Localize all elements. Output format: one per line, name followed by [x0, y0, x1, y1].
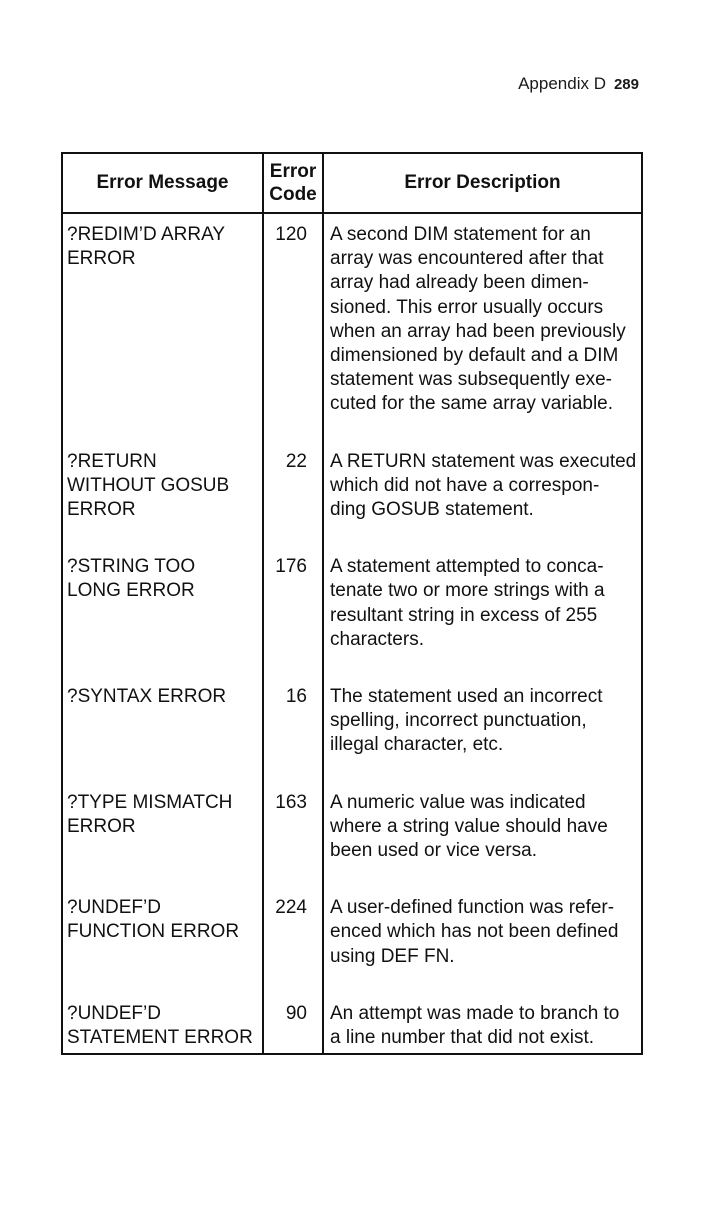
error-description-line: cuted for the same array variable. — [330, 393, 614, 415]
error-description-line: dimensioned by default and a DIM — [330, 345, 619, 367]
error-code: 22 — [285, 450, 307, 472]
column-header-description: Error Description — [323, 153, 642, 213]
error-message-line: ?RETURN — [67, 450, 157, 472]
error-message-cell — [62, 676, 263, 782]
error-message-line: ?UNDEF’D — [67, 897, 161, 919]
column-header-code-line-2: Code — [269, 184, 317, 205]
error-code-cell — [263, 887, 323, 993]
error-message-line: ERROR — [67, 248, 136, 270]
error-code-cell — [263, 213, 323, 441]
error-code-cell — [263, 441, 323, 547]
error-description-line: An attempt was made to branch to — [330, 1002, 620, 1024]
error-table-header — [62, 153, 642, 213]
error-message-cell — [62, 993, 263, 1054]
error-code: 163 — [275, 791, 307, 813]
error-message-cell — [62, 782, 263, 888]
error-message-cell — [62, 441, 263, 547]
error-code-cell — [263, 546, 323, 676]
error-message-line: ?UNDEF’D — [67, 1002, 161, 1024]
error-message-line: WITHOUT GOSUB — [67, 474, 230, 496]
error-description-cell — [323, 993, 642, 1054]
error-row — [62, 213, 642, 441]
error-description-cell — [323, 676, 642, 782]
error-table — [61, 152, 643, 1055]
error-description-line: sioned. This error usually occurs — [330, 296, 604, 318]
error-description-cell — [323, 441, 642, 547]
error-message-line: ?SYNTAX ERROR — [67, 686, 227, 708]
error-description-cell — [323, 887, 642, 993]
error-description-line: The statement used an incorrect — [330, 686, 603, 708]
error-code-cell — [263, 782, 323, 888]
section-title: Appendix D — [518, 74, 606, 93]
error-code-cell — [263, 993, 323, 1054]
error-row — [62, 441, 642, 547]
error-description-line: resultant string in excess of 255 — [330, 604, 598, 626]
error-description-line: which did not have a correspon- — [330, 474, 600, 496]
error-description-cell — [323, 213, 642, 441]
error-description-line: array had already been dimen- — [330, 272, 589, 294]
error-row — [62, 887, 642, 993]
error-description-line: enced which has not been defined — [330, 921, 619, 943]
error-row — [62, 782, 642, 888]
error-description-line: a line number that did not exist. — [330, 1027, 595, 1049]
error-message-line: ERROR — [67, 815, 136, 837]
error-description-line: spelling, incorrect punctuation, — [330, 710, 587, 732]
error-description-line: A user-defined function was refer- — [330, 897, 615, 919]
error-code: 176 — [275, 556, 307, 578]
column-header-message: Error Message — [62, 153, 263, 213]
error-message-line: STATEMENT ERROR — [67, 1027, 253, 1049]
error-message-line: LONG ERROR — [67, 580, 195, 602]
error-description-line: statement was subsequently exe- — [330, 369, 612, 391]
error-message-line: FUNCTION ERROR — [67, 921, 240, 943]
error-description-line: when an array had been previously — [330, 320, 626, 342]
error-message-line: ?REDIM’D ARRAY — [67, 224, 226, 245]
error-description-line: where a string value should have — [330, 815, 608, 837]
error-description-line: tenate two or more strings with a — [330, 580, 605, 602]
error-description-cell — [323, 782, 642, 888]
error-message-line: ERROR — [67, 499, 136, 521]
error-description-line: A RETURN statement was executed — [330, 450, 637, 472]
error-description-line: A statement attempted to conca- — [330, 556, 604, 578]
error-message-cell — [62, 546, 263, 676]
error-description-line: A second DIM statement for an — [330, 224, 591, 245]
page-number: 289 — [613, 76, 639, 93]
page-header — [518, 74, 639, 94]
error-message-line: ?TYPE MISMATCH — [67, 791, 233, 813]
error-description-line: using DEF FN. — [330, 945, 455, 967]
error-code: 16 — [285, 686, 307, 708]
error-description-line: array was encountered after that — [330, 248, 604, 270]
error-message-cell — [62, 213, 263, 441]
error-code: 120 — [275, 224, 307, 245]
error-description-cell — [323, 546, 642, 676]
error-description-line: been used or vice versa. — [330, 840, 538, 862]
error-code-cell — [263, 676, 323, 782]
error-description-line: A numeric value was indicated — [330, 791, 586, 813]
error-message-cell — [62, 887, 263, 993]
error-code: 90 — [285, 1002, 307, 1024]
column-header-code-line-1: Error — [269, 161, 317, 182]
error-row — [62, 993, 642, 1054]
error-row — [62, 676, 642, 782]
error-message-line: ?STRING TOO — [67, 556, 196, 578]
column-header-code — [263, 153, 323, 213]
error-code: 224 — [275, 897, 307, 919]
error-description-line: ding GOSUB statement. — [330, 499, 534, 521]
error-table-body — [62, 213, 642, 1054]
error-description-line: illegal character, etc. — [330, 734, 504, 756]
error-row — [62, 546, 642, 676]
error-description-line: characters. — [330, 628, 424, 650]
